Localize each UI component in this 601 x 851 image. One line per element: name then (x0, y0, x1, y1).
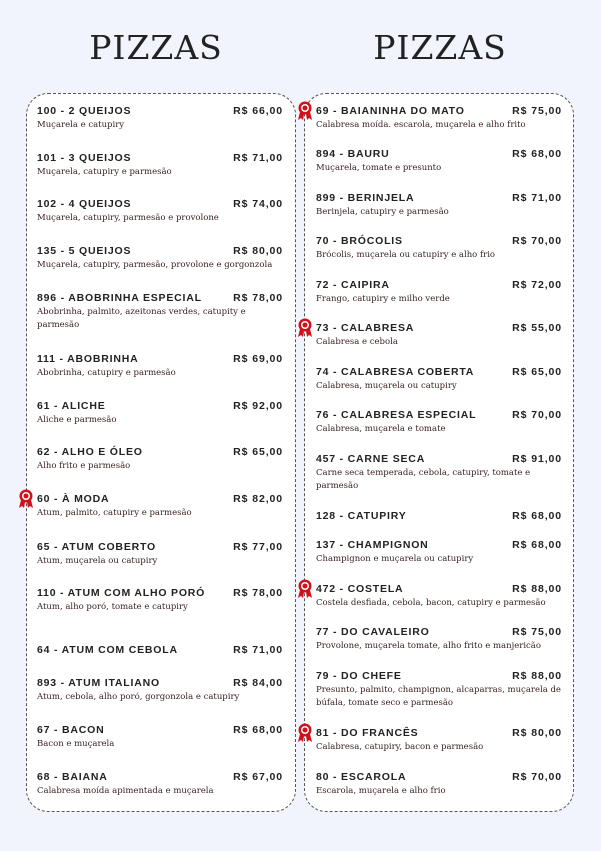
menu-item (37, 771, 283, 798)
item-name: 67 - BACON (37, 724, 105, 736)
menu-item (37, 152, 283, 179)
item-price: R$ 74,00 (233, 198, 283, 210)
item-description: Calabresa, muçarela ou catupiry (316, 381, 457, 391)
item-name: 60 - À MODA (37, 493, 110, 505)
menu-item (316, 192, 562, 219)
item-description: Muçarela, tomate e presunto (316, 163, 442, 173)
item-name: 894 - BAURU (316, 148, 390, 160)
item-price: R$ 84,00 (233, 677, 283, 689)
menu-item (316, 409, 562, 436)
award-ribbon-icon (297, 579, 313, 599)
item-price: R$ 71,00 (233, 644, 283, 656)
item-name: 61 - ALICHE (37, 400, 106, 412)
item-name: 81 - DO FRANCÊS (316, 727, 419, 739)
item-description: Champignon e muçarela ou catupiry (316, 554, 474, 564)
menu-item (37, 353, 283, 380)
item-header (37, 446, 283, 458)
menu-item (316, 105, 562, 132)
item-description: Muçarela, catupiry, parmesão e provolone (37, 213, 219, 223)
menu-item (37, 587, 283, 614)
item-price: R$ 78,00 (233, 587, 283, 599)
item-price: R$ 65,00 (233, 446, 283, 458)
item-name: 69 - BAIANINHA DO MATO (316, 105, 465, 117)
item-name: 62 - ALHO E ÓLEO (37, 446, 143, 458)
item-header (316, 670, 562, 682)
item-header (37, 105, 283, 117)
item-header (316, 148, 562, 160)
item-header (316, 626, 562, 638)
menu-item (316, 322, 562, 349)
item-price: R$ 68,00 (512, 148, 562, 160)
item-description: Calabresa, muçarela e tomate (316, 424, 446, 434)
item-name: 137 - CHAMPIGNON (316, 539, 429, 551)
item-description: Muçarela, catupiry e parmesão (37, 167, 172, 177)
item-description: Abobrinha, palmito, azeitonas verdes, catupity e parmesão (37, 307, 246, 330)
item-description: Calabresa, catupiry, bacon e parmesão (316, 742, 484, 752)
menu-item (37, 400, 283, 427)
item-name: 111 - ABOBRINHA (37, 353, 139, 365)
menu-item (37, 105, 283, 132)
item-header (316, 583, 562, 595)
menu-item (37, 292, 283, 332)
item-price: R$ 71,00 (233, 152, 283, 164)
item-name: 472 - COSTELA (316, 583, 404, 595)
menu-item (316, 583, 562, 610)
item-name: 135 - 5 QUEIJOS (37, 245, 132, 257)
item-header (316, 322, 562, 334)
item-description: Costela desfiada, cebola, bacon, catupiry e parmesão (316, 598, 546, 608)
item-header (316, 453, 562, 465)
item-name: 101 - 3 QUEIJOS (37, 152, 132, 164)
item-name: 76 - CALABRESA ESPECIAL (316, 409, 477, 421)
item-header (37, 353, 283, 365)
item-header (316, 771, 562, 783)
menu-item (316, 626, 562, 653)
item-price: R$ 65,00 (512, 366, 562, 378)
item-price: R$ 75,00 (512, 105, 562, 117)
item-price: R$ 68,00 (512, 539, 562, 551)
item-name: 79 - DO CHEFE (316, 670, 402, 682)
item-description: Atum, cebola, alho poró, gorgonzola e catupiry (37, 692, 240, 702)
item-name: 896 - ABOBRINHA ESPECIAL (37, 292, 202, 304)
menu-item (37, 493, 283, 520)
menu-item (316, 279, 562, 306)
menu-item (316, 366, 562, 393)
item-name: 80 - ESCAROLA (316, 771, 407, 783)
item-price: R$ 69,00 (233, 353, 283, 365)
item-header (37, 587, 283, 599)
item-price: R$ 55,00 (512, 322, 562, 334)
item-price: R$ 78,00 (233, 292, 283, 304)
item-header (37, 493, 283, 505)
item-header (37, 724, 283, 736)
item-price: R$ 70,00 (512, 771, 562, 783)
item-header (316, 409, 562, 421)
item-name: 128 - CATUPIRY (316, 510, 407, 522)
item-description: Frango, catupiry e milho verde (316, 294, 450, 304)
item-name: 65 - ATUM COBERTO (37, 541, 156, 553)
item-price: R$ 72,00 (512, 279, 562, 291)
item-header (37, 677, 283, 689)
menu-item (316, 148, 562, 175)
item-name: 102 - 4 QUEIJOS (37, 198, 132, 210)
item-header (37, 644, 283, 656)
item-description: Alho frito e parmesão (37, 461, 131, 471)
column-left-title: PIZZAS (89, 28, 223, 67)
item-price: R$ 88,00 (512, 583, 562, 595)
item-name: 100 - 2 QUEIJOS (37, 105, 132, 117)
menu-item (316, 670, 562, 710)
item-price: R$ 75,00 (512, 626, 562, 638)
item-header (316, 366, 562, 378)
item-price: R$ 70,00 (512, 235, 562, 247)
item-name: 72 - CAIPIRA (316, 279, 390, 291)
item-name: 64 - ATUM COM CEBOLA (37, 644, 178, 656)
menu-item (37, 245, 283, 272)
item-description: Bacon e muçarela (37, 739, 115, 749)
menu-item (316, 235, 562, 262)
menu-item (37, 724, 283, 751)
item-name: 457 - CARNE SECA (316, 453, 426, 465)
item-description: Brócolis, muçarela ou catupiry e alho frio (316, 250, 496, 260)
item-price: R$ 68,00 (512, 510, 562, 522)
item-name: 899 - BERINJELA (316, 192, 415, 204)
award-ribbon-icon (18, 489, 34, 509)
award-ribbon-icon (297, 101, 313, 121)
item-price: R$ 71,00 (512, 192, 562, 204)
item-description: Calabresa moída. escarola, muçarela e alho frito (316, 120, 526, 130)
item-name: 110 - ATUM COM ALHO PORÓ (37, 587, 206, 599)
menu-item (316, 727, 562, 754)
item-description: Abobrinha, catupiry e parmesão (37, 368, 176, 378)
item-price: R$ 82,00 (233, 493, 283, 505)
item-header (37, 771, 283, 783)
item-header (316, 510, 562, 522)
item-description: Atum, muçarela ou catupiry (37, 556, 158, 566)
menu-item (37, 644, 283, 656)
menu-item (37, 446, 283, 473)
item-price: R$ 68,00 (233, 724, 283, 736)
item-header (316, 727, 562, 739)
item-name: 68 - BAIANA (37, 771, 108, 783)
item-description: Presunto, palmito, champignon, alcaparras, muçarela de búfala, tomate seco e parmesão (316, 685, 561, 708)
item-header (316, 105, 562, 117)
item-description: Calabresa moída apimentada e muçarela (37, 786, 214, 796)
item-description: Atum, alho poró, tomate e catupiry (37, 602, 188, 612)
item-price: R$ 77,00 (233, 541, 283, 553)
award-ribbon-icon (297, 723, 313, 743)
column-right-title: PIZZAS (373, 28, 507, 67)
item-header (37, 292, 283, 304)
item-price: R$ 80,00 (233, 245, 283, 257)
item-price: R$ 80,00 (512, 727, 562, 739)
item-name: 70 - BRÓCOLIS (316, 235, 403, 247)
menu-item (316, 453, 562, 493)
item-header (37, 400, 283, 412)
menu-item (37, 677, 283, 704)
item-description: Muçarela, catupiry, parmesão, provolone e gorgonzola (37, 260, 273, 270)
item-price: R$ 66,00 (233, 105, 283, 117)
item-header (316, 539, 562, 551)
item-header (316, 279, 562, 291)
menu-item (316, 539, 562, 566)
item-description: Provolone, muçarela tomate, alho frito e manjericão (316, 641, 541, 651)
menu-item (37, 198, 283, 225)
item-description: Carne seca temperada, cebola, catupiry, tomate e parmesão (316, 468, 531, 491)
item-header (37, 541, 283, 553)
item-header (316, 192, 562, 204)
item-name: 73 - CALABRESA (316, 322, 415, 334)
item-header (316, 235, 562, 247)
item-price: R$ 91,00 (512, 453, 562, 465)
item-header (37, 198, 283, 210)
item-price: R$ 67,00 (233, 771, 283, 783)
item-name: 74 - CALABRESA COBERTA (316, 366, 475, 378)
menu-item (316, 771, 562, 798)
award-ribbon-icon (297, 318, 313, 338)
item-header (37, 245, 283, 257)
item-name: 893 - ATUM ITALIANO (37, 677, 160, 689)
item-description: Muçarela e catupiry (37, 120, 125, 130)
item-price: R$ 70,00 (512, 409, 562, 421)
item-price: R$ 88,00 (512, 670, 562, 682)
menu-item (316, 510, 562, 522)
menu-item (37, 541, 283, 568)
item-name: 77 - DO CAVALEIRO (316, 626, 430, 638)
item-description: Berinjela, catupiry e parmesão (316, 207, 449, 217)
item-price: R$ 92,00 (233, 400, 283, 412)
item-header (37, 152, 283, 164)
item-description: Atum, palmito, catupiry e parmesão (37, 508, 192, 518)
item-description: Calabresa e cebola (316, 337, 398, 347)
item-description: Escarola, muçarela e alho frio (316, 786, 446, 796)
item-description: Aliche e parmesão (37, 415, 117, 425)
